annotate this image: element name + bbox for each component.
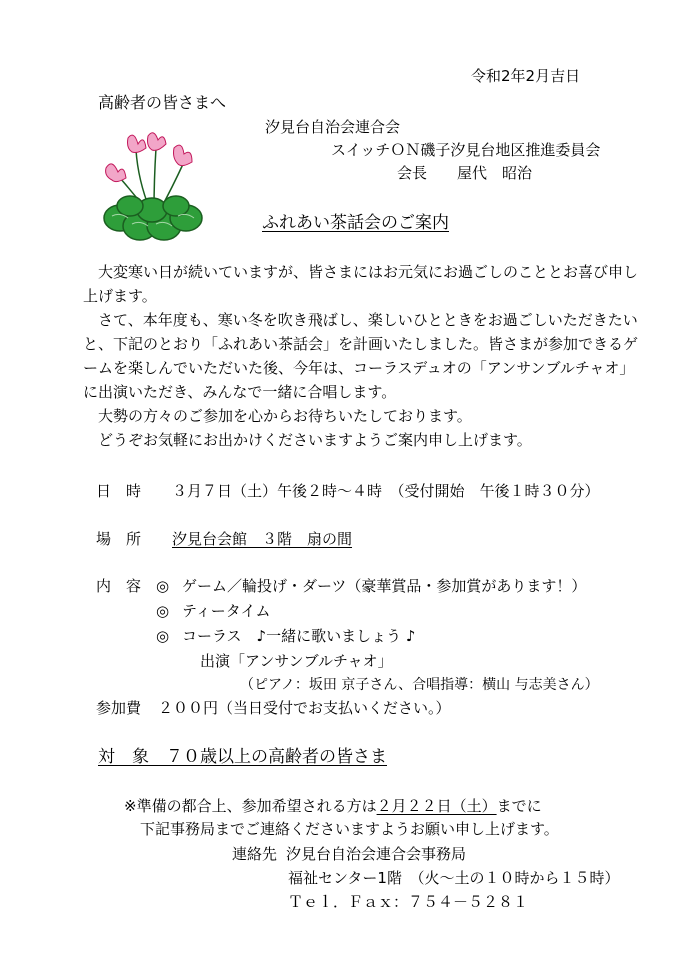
- datetime-label: 日 時: [96, 482, 142, 500]
- body-text: [83, 260, 643, 452]
- content-label: 内 容: [96, 577, 142, 595]
- chairperson: 会長 屋代 昭治: [397, 164, 533, 182]
- fee-label: 参加費: [96, 699, 142, 717]
- paragraph: 大変寒い日が続いていますが、皆さまにはお元気にお過ごしのこととお喜び申し上げます。: [83, 263, 639, 305]
- paragraph: 大勢の方々のご参加を心からお待ちいたしております。: [98, 407, 472, 425]
- target-audience: 対 象 ７０歳以上の高齢者の皆さま: [98, 747, 387, 767]
- content-row: [156, 625, 415, 646]
- notice-line: 下記事務局までご連絡くださいますようお願い申し上げます。: [140, 820, 559, 838]
- deadline-date: ２月２２日（土）: [376, 797, 497, 815]
- bullet-icon: ◎: [156, 602, 170, 620]
- bullet-icon: ◎: [156, 577, 170, 595]
- fee-row: [96, 697, 451, 718]
- place-row: [96, 528, 352, 549]
- content-row: [96, 575, 586, 596]
- contact-location: 福祉センター1階 （火～土の１０時から１５時）: [288, 869, 620, 887]
- content-item: ティータイム: [182, 602, 271, 620]
- performer: 出演「アンサンブルチャオ」: [200, 652, 393, 670]
- contact-phone: Ｔｅｌ．Ｆａｘ：７５４－５２８１: [288, 893, 529, 911]
- paragraph: どうぞお気軽にお出かけくださいますようご案内申し上げます。: [98, 431, 532, 449]
- committee-name: スイッチＯＮ磯子汐見台地区推進委員会: [331, 141, 601, 159]
- notice-text: までに: [496, 797, 542, 815]
- datetime-value: ３月７日（土）午後２時～４時 （受付開始 午後１時３０分）: [172, 482, 600, 500]
- contact-office: 汐見台自治会連合会事務局: [286, 845, 467, 863]
- notice-text: ※準備の都合上、参加希望される方は: [124, 797, 377, 815]
- place-value: 汐見台会館 ３階 扇の間: [172, 530, 353, 548]
- place-label: 場 所: [96, 530, 142, 548]
- document-title: ふれあい茶話会のご案内: [262, 213, 449, 233]
- organization-name: 汐見台自治会連合会: [265, 118, 401, 136]
- performer-detail: （ピアノ：坂田 京子さん、合唱指導：横山 与志美さん）: [240, 677, 599, 693]
- greeting: 高齢者の皆さまへ: [98, 93, 227, 112]
- datetime-row: [96, 480, 600, 501]
- notice-line: [124, 795, 542, 816]
- content-item: ゲーム／輪投げ・ダーツ（豪華賞品・参加賞があります！）: [182, 577, 587, 595]
- issue-date: 令和2年2月吉日: [471, 67, 581, 85]
- bullet-icon: ◎: [156, 627, 170, 645]
- paragraph: さて、本年度も、寒い冬を吹き飛ばし、楽しいひとときをお過ごしいただきたいと、下記のとおり「ふれあい茶話会」を計画いたしました。皆さまが参加できるゲームを楽しんでいただいた後、今年は、コーラスデュオの「アンサンブルチャオ」に出演いただき、みんなで一緒に合唱します。: [83, 311, 639, 401]
- content-row: [156, 600, 271, 621]
- content-item: コーラス ♪一緒に歌いましょう ♪: [182, 627, 416, 645]
- fee-value: ２００円（当日受付でお支払いください。）: [158, 699, 451, 717]
- cyclamen-illustration: [98, 130, 210, 248]
- contact-label: 連絡先: [232, 845, 278, 863]
- contact-line: [232, 843, 466, 864]
